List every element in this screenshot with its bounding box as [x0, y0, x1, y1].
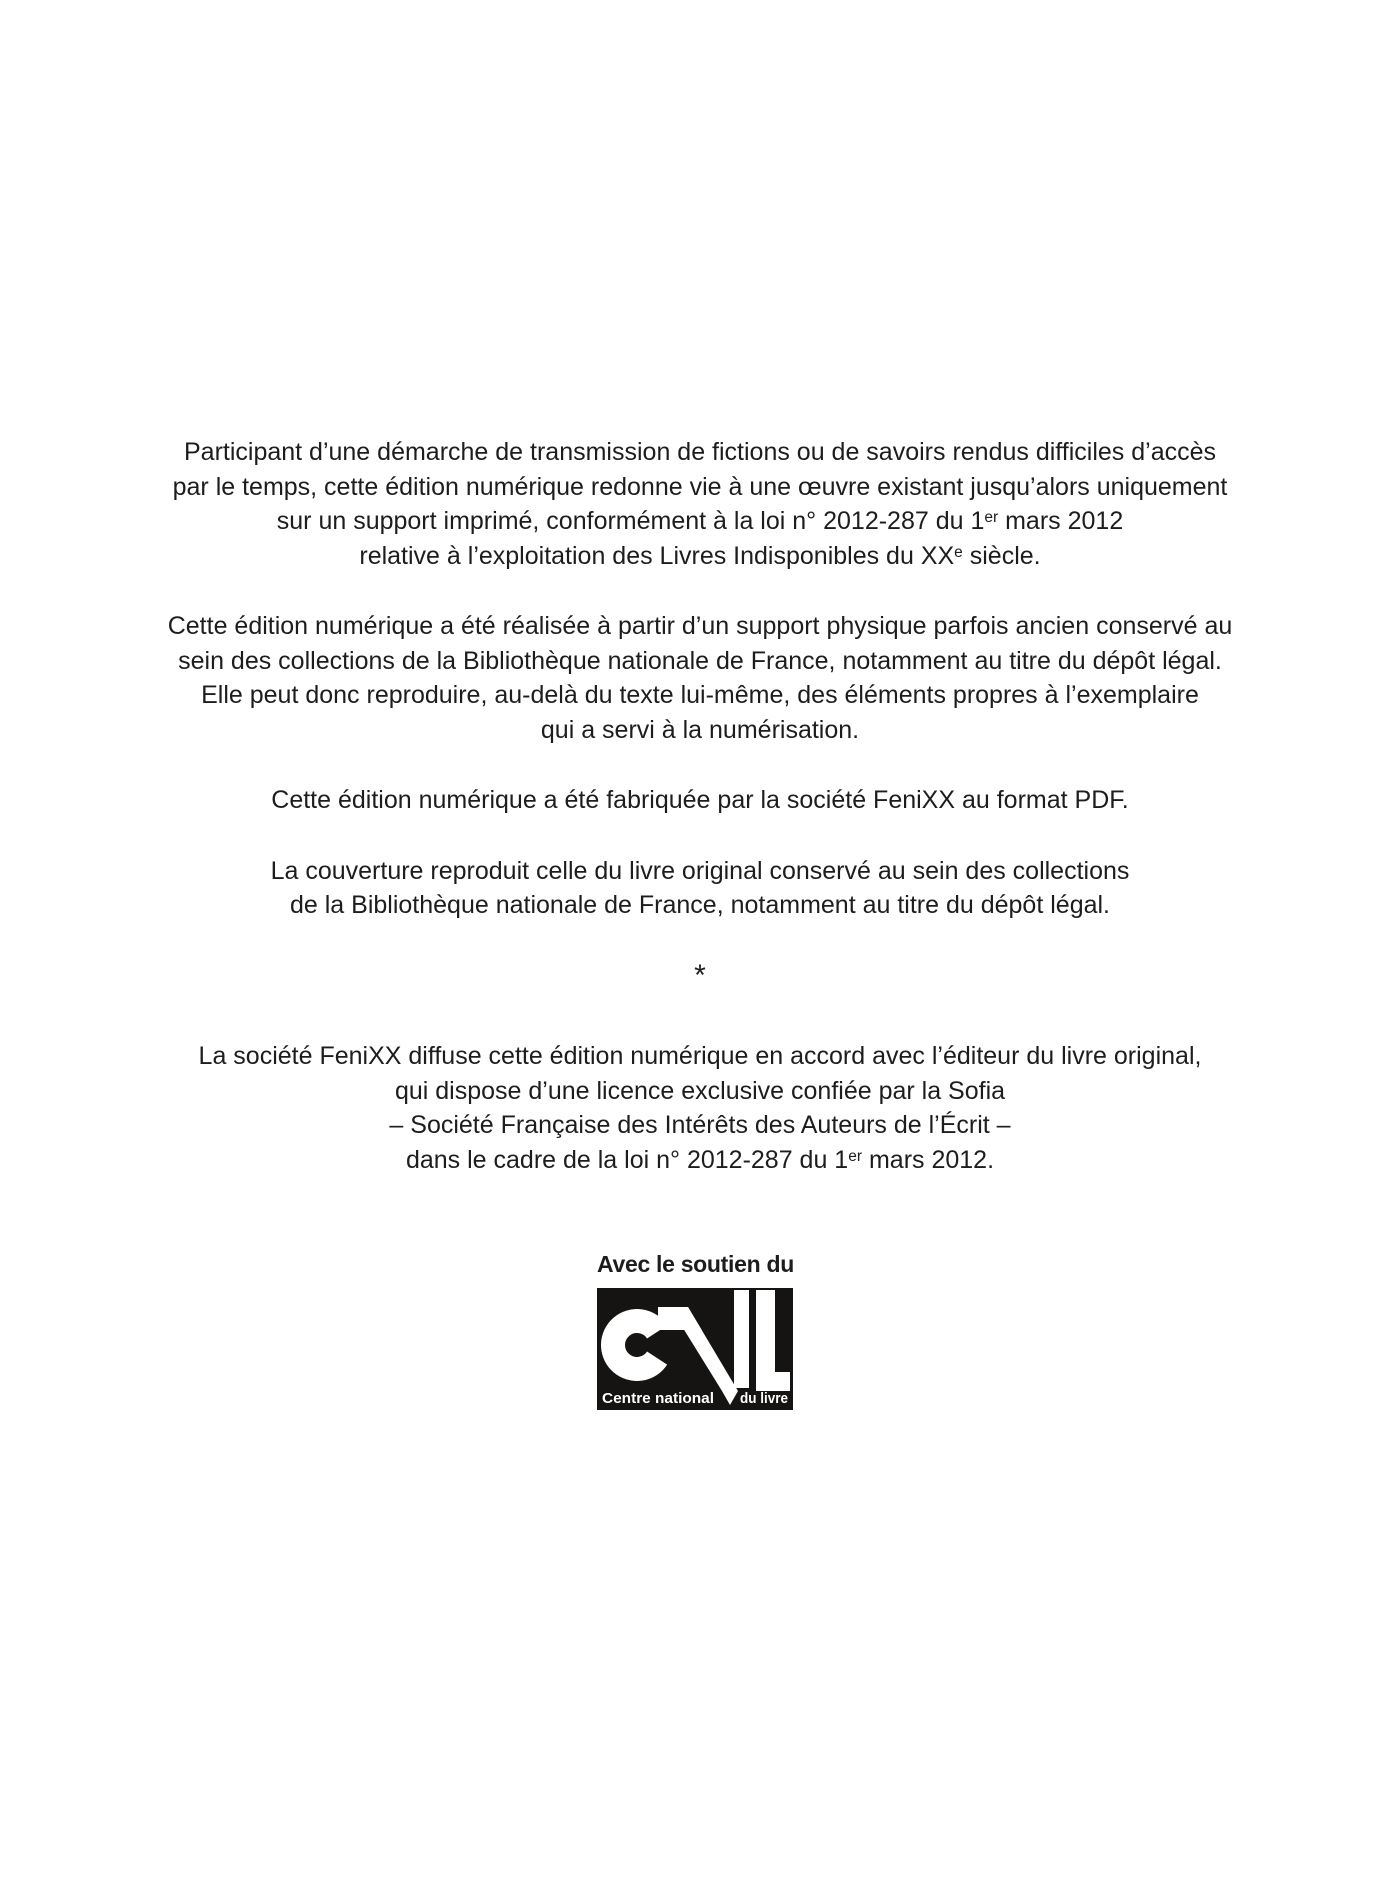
cnl-logo — [597, 1288, 793, 1410]
notice-paragraphs — [90, 435, 1310, 1177]
text-line: Participant d’une démarche de transmission de fictions ou de savoirs rendus difficiles d’accès — [183, 438, 1217, 466]
logo-support-text: Avec le soutien du — [597, 1251, 794, 1277]
text-line: par le temps, cette édition numérique redonne vie à une œuvre existant jusqu’alors uniquement — [172, 472, 1228, 501]
cnl-logo-area — [597, 1250, 793, 1410]
text-line: – Société Française des Intérêts des Auteurs de l’Écrit – — [389, 1111, 1011, 1139]
notice-paragraph — [90, 854, 1310, 923]
cnl-logo-graphic — [597, 1288, 793, 1410]
text-line: dans le cadre de la loi n° 2012-287 du 1er mars 2012. — [405, 1145, 995, 1174]
section-separator-asterisk: * — [694, 958, 706, 992]
text-line: relative à l’exploitation des Livres Indisponibles du XXe siècle. — [359, 541, 1041, 570]
text-line: qui dispose d’une licence exclusive confiée par la Sofia — [394, 1076, 1006, 1105]
text-line: Cette édition numérique a été réalisée à partir d’un support physique parfois ancien conservé au — [167, 612, 1233, 640]
text-line: de la Bibliothèque nationale de France, notamment au titre du dépôt légal. — [290, 891, 1110, 919]
notice-paragraph — [90, 1039, 1310, 1177]
notice-paragraph — [90, 783, 1310, 818]
text-line: sur un support imprimé, conformément à la loi n° 2012-287 du 1er mars 2012 — [276, 507, 1124, 535]
notice-paragraph — [90, 435, 1310, 573]
logo-caption-centre-national: Centre national — [602, 1391, 714, 1407]
logo-caption-du-livre: du livre — [740, 1391, 788, 1407]
text-line: sein des collections de la Bibliothèque nationale de France, notamment au titre du dépôt légal. — [178, 646, 1222, 675]
text-line: Cette édition numérique a été fabriquée par la société FeniXX au format PDF. — [271, 786, 1129, 814]
cnl-letter-n-stem — [734, 1290, 749, 1388]
notice-paragraph — [90, 609, 1310, 747]
text-line: qui a servi à la numérisation. — [540, 715, 860, 744]
text-line: La société FeniXX diffuse cette édition numérique en accord avec l’éditeur du livre original, — [198, 1042, 1202, 1070]
edition-notice — [90, 435, 1310, 1213]
text-line: Elle peut donc reproduire, au-delà du texte lui-même, des éléments propres à l’exemplaire — [201, 681, 1199, 709]
text-line: La couverture reproduit celle du livre original conservé au sein des collections — [270, 856, 1130, 885]
